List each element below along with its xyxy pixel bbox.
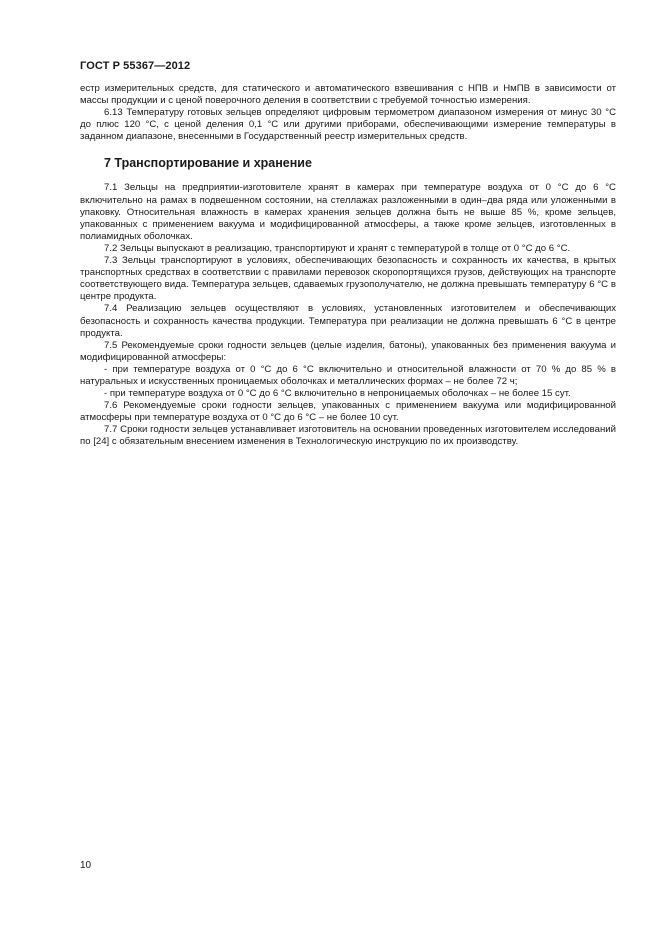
- list-item-7-5-a: - при температуре воздуха от 0 °С до 6 °С включительно и относительной влажности от 70 % до 85 % в натуральных и искусственных проницаемых оболочках и металлических формах – не более 72 ч;: [80, 363, 616, 387]
- paragraph-7-5: 7.5 Рекомендуемые сроки годности зельцев (целые изделия, батоны), упакованных без применения вакуума и модифицированной атмосферы:: [80, 339, 616, 363]
- section-title: 7 Транспортирование и хранение: [104, 156, 312, 171]
- paragraph-7-7: 7.7 Сроки годности зельцев устанавливает изготовитель на основании проведенных изготовителем исследований по [24] с обязательным внесением изменения в Технологическую инструкцию по их производству.: [80, 424, 616, 448]
- list-item-7-5-b: - при температуре воздуха от 0 °С до 6 °С включительно в непроницаемых оболочках – не более 15 сут.: [104, 388, 571, 400]
- continued-paragraph: естр измерительных средств, для статического и автоматического взвешивания с НПВ и НмПВ в зависимости от массы продукции и с ценой поверочного деления в соответствии с требуемой точностью измерения.: [80, 83, 616, 107]
- paragraph-7-4: 7.4 Реализацию зельцев осуществляют в условиях, установленных изготовителем и обеспечивающих безопасность и сохранность качества продукции. Температура при реализации не должна превышать 6 °С в центре продукта.: [80, 303, 616, 339]
- paragraph-7-2: 7.2 Зельцы выпускают в реализацию, транспортируют и хранят с температурой в толще от 0 °С до 6 °С.: [104, 242, 571, 254]
- document-header: ГОСТ Р 55367—2012: [80, 60, 191, 72]
- page-number: 10: [80, 860, 92, 871]
- paragraph-7-3: 7.3 Зельцы транспортируют в условиях, обеспечивающих безопасность и сохранность их качества, в крытых транспортных средствах в соответствии с правилами перевозок скоропортящихся грузов, действующих на транспорте соответствующего вида. Температура зельцев, сдаваемых грузополучателю, не должна превышать температуру 6 °С в центре продукта.: [80, 255, 616, 303]
- paragraph-7-1: 7.1 Зельцы на предприятии-изготовителе хранят в камерах при температуре воздуха от 0 °С до 6 °С включительно на рамах в подвешенном состоянии, на стеллажах разложенными в один–два ряда или уложенными в упаковку. Относительная влажность в камерах хранения зельцев должна быть не выше 85 %, кроме зельцев, упакованных с применением вакуума и модифицированной атмосферы, а также кроме зельцев, изготовленных в полиамидных оболочках.: [80, 182, 616, 242]
- paragraph-7-6: 7.6 Рекомендуемые сроки годности зельцев, упакованных с применением вакуума или модифицированной атмосферы при температуре воздуха от 0 °С до 6 °С – не более 10 сут.: [80, 400, 616, 424]
- document-body: [80, 83, 616, 449]
- paragraph-6-13: 6.13 Температуру готовых зельцев определяют цифровым термометром диапазоном измерения от минус 30 °С до плюс 120 °С, с ценой деления 0,1 °С или другими приборами, обеспечивающими измерение температуры в заданном диапазоне, внесенными в Государственный реестр измерительных средств.: [80, 107, 616, 143]
